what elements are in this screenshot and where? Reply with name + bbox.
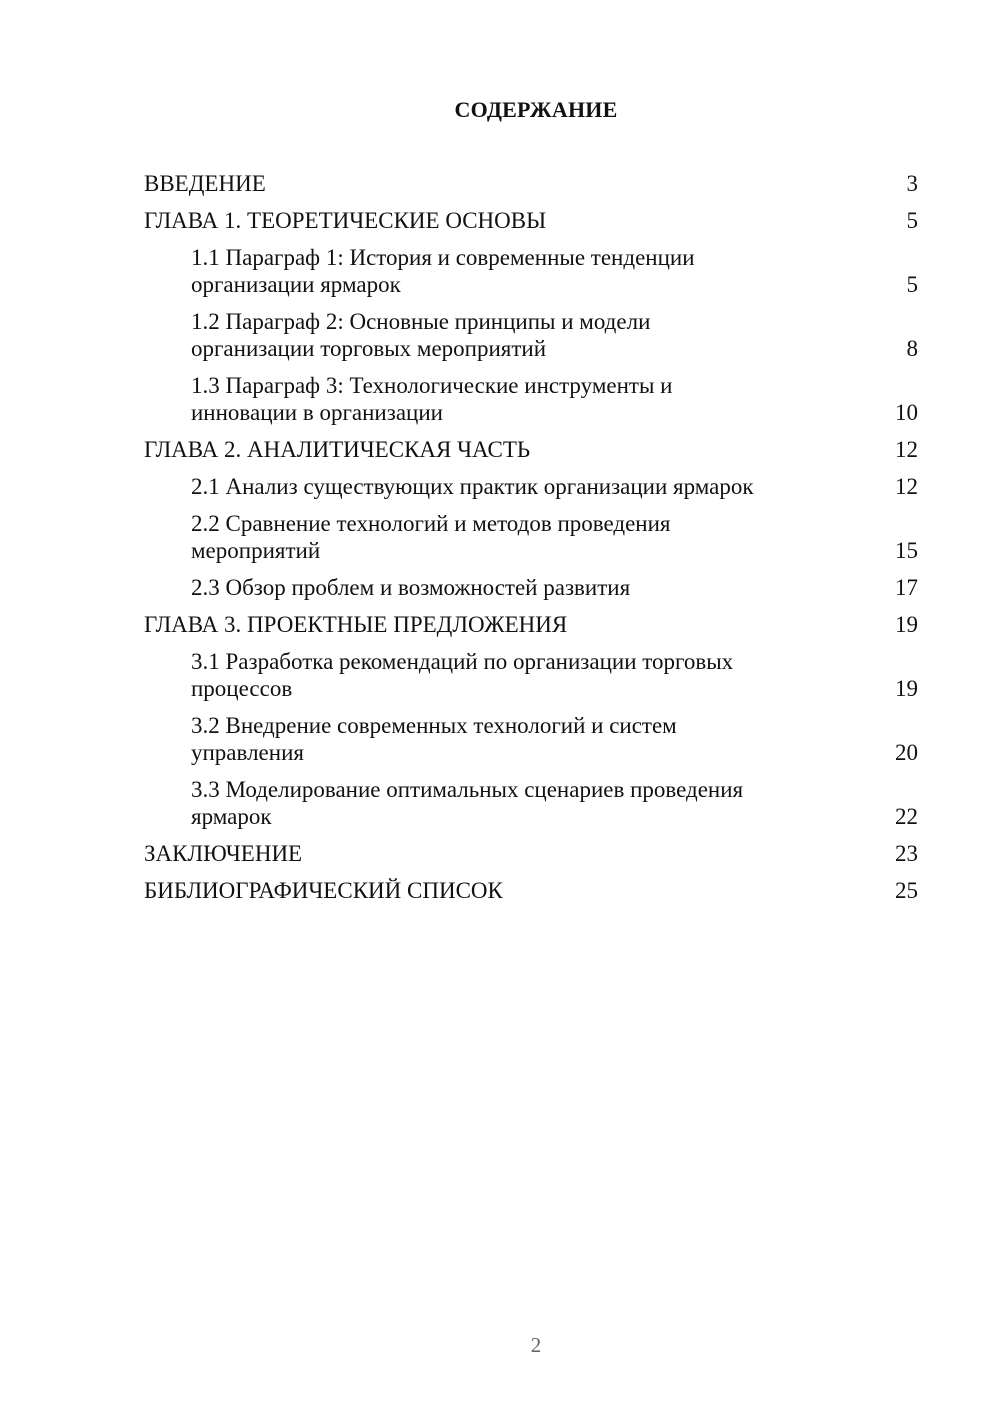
toc-entry-title [191,372,831,426]
toc-section-entry[interactable] [144,712,918,776]
toc-entry-title [191,473,754,500]
toc-entry-title-line: ГЛАВА 3. ПРОЕКТНЫЕ ПРЕДЛОЖЕНИЯ [144,612,568,637]
toc-section-entry[interactable] [144,648,918,712]
toc-entry-title [191,712,831,766]
toc-section-entry[interactable] [144,308,918,372]
toc-entry-title-line: 3.3 Моделирование оптимальных сценариев проведения [191,777,744,802]
toc-entry-title [191,574,630,601]
table-of-contents [144,170,918,914]
toc-chapter-entry[interactable] [144,170,918,207]
toc-entry-title [144,877,503,904]
toc-entry-title [144,436,530,463]
toc-entry-page: 22 [895,804,918,829]
toc-entry-title-line: организации ярмарок [191,272,401,297]
toc-entry-title [144,207,546,234]
toc-entry-title-line: ярмарок [191,804,272,829]
toc-chapter-entry[interactable] [144,877,918,914]
toc-entry-page: 23 [895,841,918,866]
toc-entry-page: 5 [906,272,918,297]
toc-entry-title-line: 1.3 Параграф 3: Технологические инструменты и [191,373,673,398]
toc-entry-title [191,648,831,702]
toc-entry-page: 3 [906,171,918,196]
toc-entry-title [191,510,831,564]
toc-entry-title-line: мероприятий [191,538,321,563]
toc-entry-title [144,611,567,638]
toc-entry-title-line: ГЛАВА 1. ТЕОРЕТИЧЕСКИЕ ОСНОВЫ [144,208,547,233]
toc-entry-title-line: 2.2 Сравнение технологий и методов проведения [191,511,671,536]
toc-entry-page: 10 [895,400,918,425]
toc-entry-title-line: инновации в организации [191,400,443,425]
toc-section-entry[interactable] [144,776,918,840]
toc-entry-title [191,776,831,830]
toc-entry-title-line: управления [191,740,304,765]
toc-entry-title-line: 1.1 Параграф 1: История и современные тенденции [191,245,695,270]
toc-entry-title [144,840,302,867]
toc-section-entry[interactable] [144,574,918,611]
toc-section-entry[interactable] [144,244,918,308]
toc-entry-page: 19 [895,676,918,701]
toc-entry-title-line: 3.2 Внедрение современных технологий и систем [191,713,677,738]
toc-entry-title-line: организации торговых мероприятий [191,336,547,361]
toc-entry-page: 25 [895,878,918,903]
toc-entry-page: 17 [895,575,918,600]
toc-section-entry[interactable] [144,372,918,436]
page-title: СОДЕРЖАНИЕ [454,97,618,122]
toc-section-entry[interactable] [144,510,918,574]
toc-entry-title [191,308,831,362]
toc-entry-title [144,170,266,197]
toc-entry-title-line: 3.1 Разработка рекомендаций по организации торговых [191,649,734,674]
toc-entry-page: 15 [895,538,918,563]
toc-entry-title-line: ЗАКЛЮЧЕНИЕ [144,841,303,866]
toc-entry-title-line: ВВЕДЕНИЕ [144,171,266,196]
toc-entry-page: 5 [906,208,918,233]
toc-chapter-entry[interactable] [144,840,918,877]
toc-entry-page: 12 [895,474,918,499]
toc-entry-page: 20 [895,740,918,765]
toc-entry-title-line: процессов [191,676,293,701]
toc-entry-title [191,244,831,298]
toc-chapter-entry[interactable] [144,611,918,648]
toc-entry-page: 19 [895,612,918,637]
toc-entry-title-line: 1.2 Параграф 2: Основные принципы и модели [191,309,651,334]
toc-entry-title-line: ГЛАВА 2. АНАЛИТИЧЕСКАЯ ЧАСТЬ [144,437,531,462]
page-number: 2 [530,1333,542,1357]
toc-entry-title-line: 2.3 Обзор проблем и возможностей развития [191,575,631,600]
toc-entry-page: 12 [895,437,918,462]
toc-entry-title-line: 2.1 Анализ существующих практик организации ярмарок [191,474,754,499]
toc-section-entry[interactable] [144,473,918,510]
toc-chapter-entry[interactable] [144,207,918,244]
toc-entry-page: 8 [906,336,918,361]
toc-entry-title-line: БИБЛИОГРАФИЧЕСКИЙ СПИСОК [144,878,503,903]
toc-chapter-entry[interactable] [144,436,918,473]
